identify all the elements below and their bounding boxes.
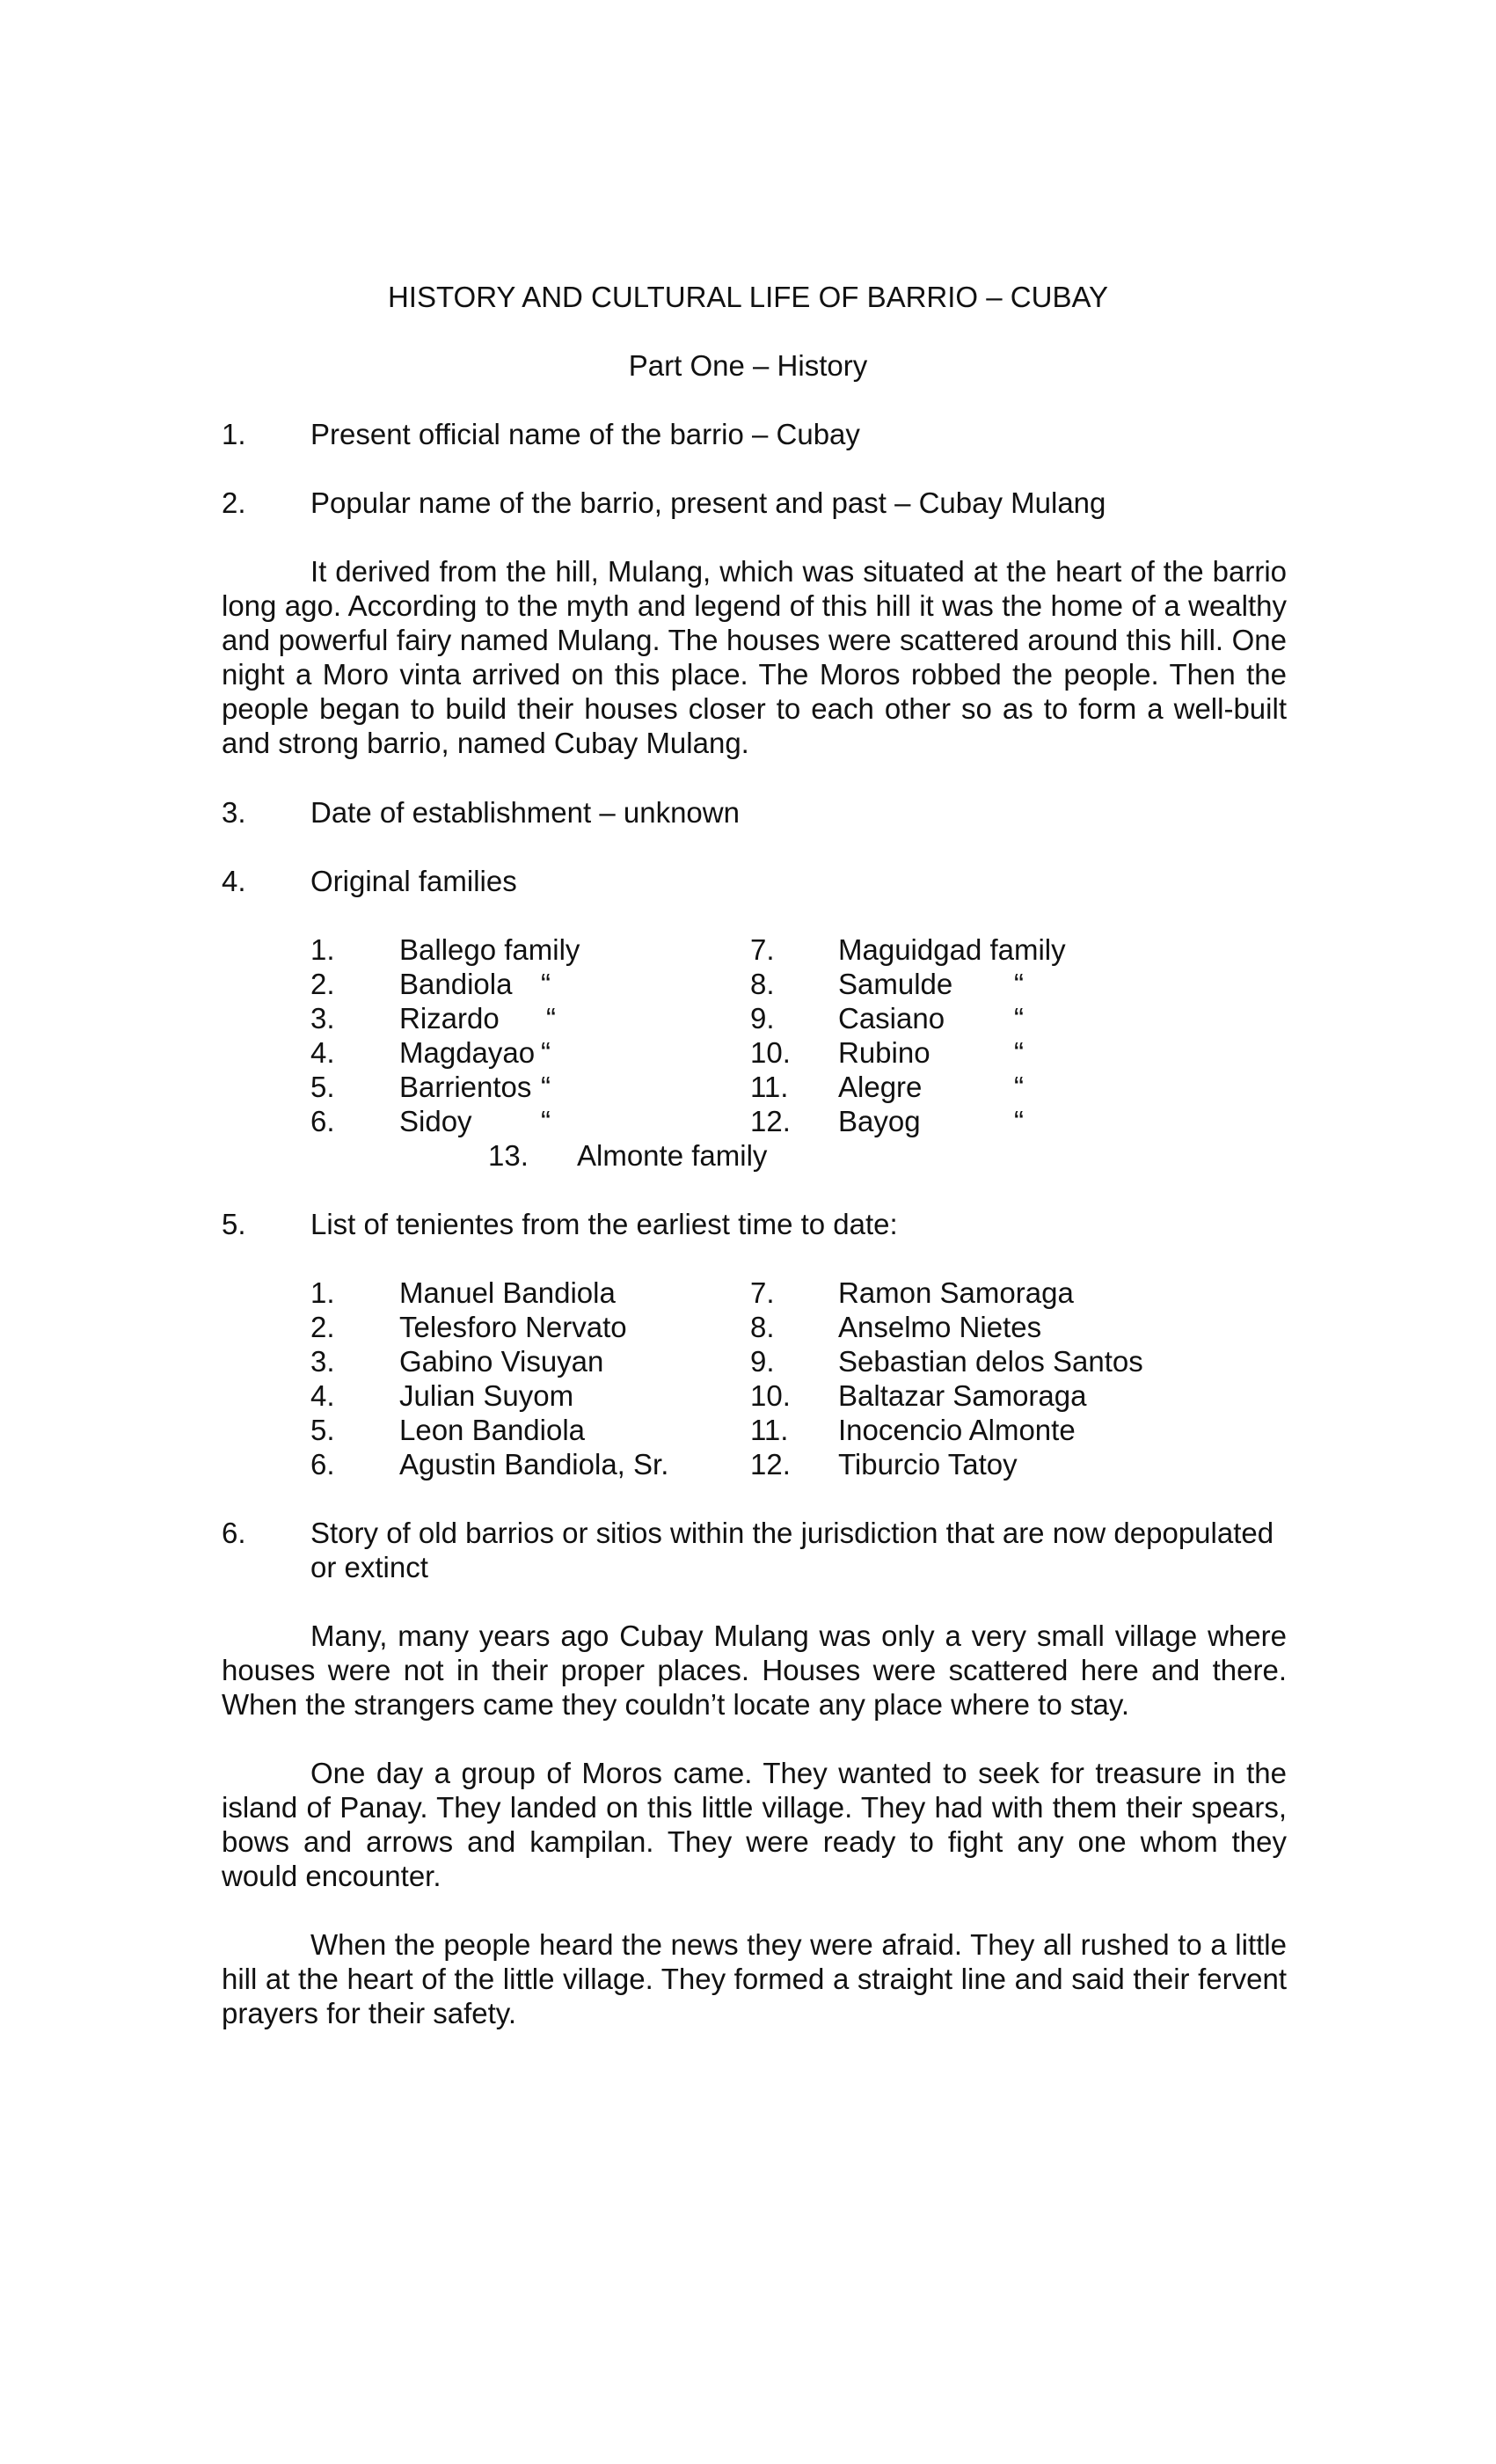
ditto-mark: “ bbox=[541, 1105, 551, 1137]
item-text: Present official name of the barrio – Cubay bbox=[310, 418, 860, 450]
family-name: Bandiola bbox=[399, 968, 513, 1000]
ditto-mark: “ bbox=[1014, 1002, 1024, 1035]
family-name: Casiano bbox=[838, 1002, 945, 1035]
teniente-name: Julian Suyom bbox=[399, 1379, 574, 1412]
list-number: 4. bbox=[310, 1379, 335, 1412]
family-name: Rizardo bbox=[399, 1002, 500, 1035]
list-number: 12. bbox=[750, 1448, 791, 1481]
family-name: Alegre bbox=[838, 1071, 923, 1103]
teniente-name: Ramon Samoraga bbox=[838, 1276, 1074, 1309]
ditto-mark: “ bbox=[541, 1071, 551, 1103]
family-name: Ballego family bbox=[399, 933, 580, 966]
item-number: 1. bbox=[222, 418, 246, 450]
family-name: Rubino bbox=[838, 1036, 930, 1069]
teniente-name: Tiburcio Tatoy bbox=[838, 1448, 1018, 1481]
list-number: 9. bbox=[750, 1002, 775, 1035]
item-number: 6. bbox=[222, 1517, 246, 1549]
teniente-name: Telesforo Nervato bbox=[399, 1311, 627, 1343]
ditto-mark: “ bbox=[1014, 968, 1024, 1000]
list-number: 5. bbox=[310, 1071, 335, 1103]
item-number: 3. bbox=[222, 796, 246, 829]
item-text: Story of old barrios or sitios within the jurisdiction that are now depopulated or extinct bbox=[310, 1517, 1274, 1583]
ditto-mark: “ bbox=[1014, 1071, 1024, 1103]
item-number: 5. bbox=[222, 1208, 246, 1240]
list-number: 13. bbox=[488, 1139, 529, 1172]
family-name: Samulde bbox=[838, 968, 953, 1000]
teniente-name: Baltazar Samoraga bbox=[838, 1379, 1087, 1412]
ditto-mark: “ bbox=[541, 1036, 551, 1069]
list-number: 10. bbox=[750, 1379, 791, 1412]
item-text: Original families bbox=[310, 865, 517, 897]
list-number: 11. bbox=[750, 1071, 789, 1103]
teniente-name: Sebastian delos Santos bbox=[838, 1345, 1143, 1378]
list-item bbox=[488, 1138, 768, 1173]
paragraph-moros: One day a group of Moros came. They wanted to seek for treasure in the island of Panay. They landed on this little village. They had with them their spears, bows and arrows and kampilan. They were ready to fight any one whom they would encounter. bbox=[222, 1757, 1287, 1892]
family-name: Barrientos bbox=[399, 1071, 532, 1103]
ditto-mark: “ bbox=[1014, 1036, 1024, 1069]
item-text: Date of establishment – unknown bbox=[310, 796, 740, 829]
teniente-name: Anselmo Nietes bbox=[838, 1311, 1042, 1343]
family-name: Almonte family bbox=[577, 1139, 768, 1172]
item-text: List of tenientes from the earliest time to date: bbox=[310, 1208, 898, 1240]
list-number: 2. bbox=[310, 1311, 335, 1343]
item-text: Popular name of the barrio, present and past – Cubay Mulang bbox=[310, 486, 1106, 519]
list-number: 8. bbox=[750, 1311, 775, 1343]
teniente-name: Leon Bandiola bbox=[399, 1414, 586, 1446]
list-number: 1. bbox=[310, 933, 335, 966]
list-number: 1. bbox=[310, 1276, 335, 1309]
list-number: 11. bbox=[750, 1414, 789, 1446]
family-name: Sidoy bbox=[399, 1105, 472, 1137]
list-number: 6. bbox=[310, 1448, 335, 1481]
family-name: Bayog bbox=[838, 1105, 921, 1137]
list-number: 3. bbox=[310, 1345, 335, 1378]
paragraph-people: When the people heard the news they were afraid. They all rushed to a little hill at the heart of the little village. They formed a straight line and said their fervent prayers for their safety. bbox=[222, 1928, 1287, 2029]
teniente-name: Inocencio Almonte bbox=[838, 1414, 1076, 1446]
item-number: 4. bbox=[222, 865, 246, 897]
teniente-name: Manuel Bandiola bbox=[399, 1276, 616, 1309]
list-number: 8. bbox=[750, 968, 775, 1000]
part-heading: Part One – History bbox=[628, 349, 868, 382]
teniente-name: Gabino Visuyan bbox=[399, 1345, 604, 1378]
list-number: 4. bbox=[310, 1036, 335, 1069]
ditto-mark: “ bbox=[541, 968, 551, 1000]
list-number: 5. bbox=[310, 1414, 335, 1446]
list-number: 12. bbox=[750, 1105, 791, 1137]
list-number: 2. bbox=[310, 968, 335, 1000]
teniente-name: Agustin Bandiola, Sr. bbox=[399, 1448, 669, 1481]
list-number: 7. bbox=[750, 1276, 775, 1309]
list-number: 9. bbox=[750, 1345, 775, 1378]
list-number: 7. bbox=[750, 933, 775, 966]
list-number: 6. bbox=[310, 1105, 335, 1137]
list-number: 3. bbox=[310, 1002, 335, 1035]
ditto-mark: “ bbox=[1014, 1105, 1024, 1137]
paragraph-village: Many, many years ago Cubay Mulang was only a very small village where houses were not in their proper places. Houses were scattered here and there. When the strangers came they couldn’t locate any place where to stay. bbox=[222, 1620, 1287, 1721]
family-name: Maguidgad family bbox=[838, 933, 1066, 966]
document-title: HISTORY AND CULTURAL LIFE OF BARRIO – CUBAY bbox=[387, 281, 1109, 313]
ditto-mark: “ bbox=[546, 1002, 556, 1035]
list-number: 10. bbox=[750, 1036, 791, 1069]
paragraph-origin: It derived from the hill, Mulang, which was situated at the heart of the barrio long ago. According to the myth and legend of this hill it was the home of a wealthy and powerful fairy named Mulang. The houses were scattered around this hill. One night a Moro vinta arrived on this place. The Moros robbed the people. Then the people began to build their houses closer to each other so as to form a well-built and strong barrio, named Cubay Mulang. bbox=[222, 555, 1287, 759]
item-number: 2. bbox=[222, 486, 246, 519]
family-name: Magdayao bbox=[399, 1036, 536, 1069]
